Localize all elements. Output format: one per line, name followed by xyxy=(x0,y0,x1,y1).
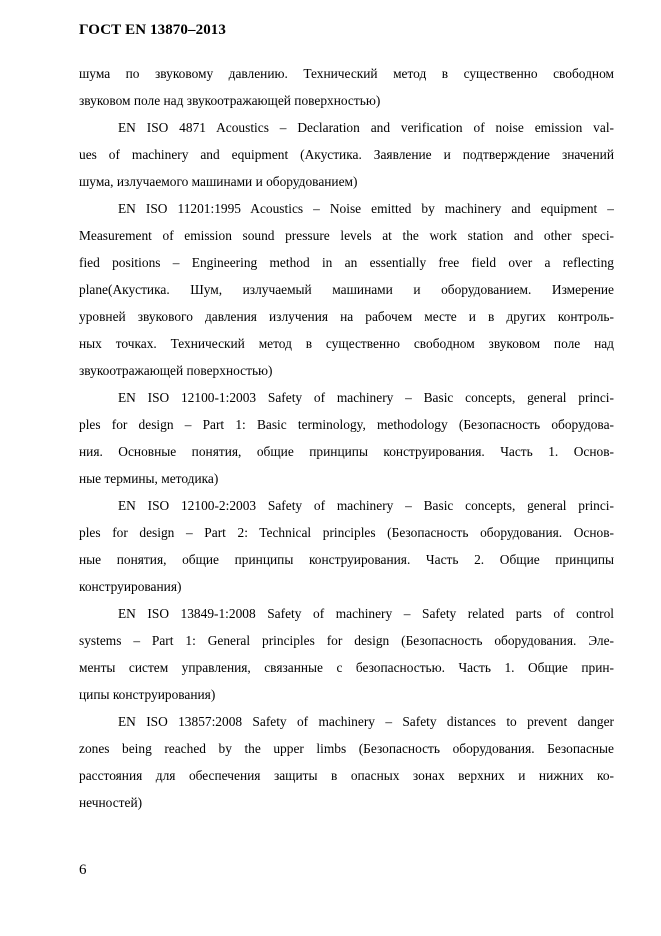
reference-en-iso-4871 xyxy=(79,114,614,195)
reference-en-iso-13849-1 xyxy=(79,600,614,708)
text-line: ples for design – Part 2: Technical principles (Безопасность оборудования. Основ- xyxy=(79,525,614,540)
text-line: менты систем управления, связанные с безопасностью. Часть 1. Общие прин- xyxy=(79,660,614,675)
text-line: ues of machinery and equipment (Акустика. Заявление и подтверждение значений xyxy=(79,147,614,162)
text-line: EN ISO 13849-1:2008 Safety of machinery – Safety related parts of control xyxy=(118,606,614,621)
text-line: ные термины, методика) xyxy=(79,471,219,486)
text-line: EN ISO 11201:1995 Acoustics – Noise emitted by machinery and equipment – xyxy=(118,201,614,216)
reference-en-iso-12100-1 xyxy=(79,384,614,492)
text-line: уровней звукового давления излучения на рабочем месте и в других контроль- xyxy=(79,309,614,324)
reference-en-iso-13857 xyxy=(79,708,614,816)
text-line: звукоотражающей поверхностью) xyxy=(79,363,273,378)
page-number: 6 xyxy=(79,862,87,878)
text-line: нечностей) xyxy=(79,795,143,810)
text-line: Measurement of emission sound pressure levels at the work station and other speci- xyxy=(79,228,614,243)
text-line: EN ISO 4871 Acoustics – Declaration and verification of noise emission val- xyxy=(118,120,614,135)
text-line: конструирования) xyxy=(79,579,182,594)
text-line: ные понятия, общие принципы конструирования. Часть 2. Общие принципы xyxy=(79,552,614,567)
text-line: EN ISO 12100-2:2003 Safety of machinery – Basic concepts, general princi- xyxy=(118,498,614,513)
text-line: systems – Part 1: General principles for design (Безопасность оборудования. Эле- xyxy=(79,633,614,648)
text-line: ных точках. Технический метод в существенно свободном звуковом поле над xyxy=(79,336,614,351)
text-line: шума по звуковому давлению. Технический метод в существенно свободном xyxy=(79,66,614,81)
text-line: ципы конструирования) xyxy=(79,687,216,702)
text-line: звуковом поле над звукоотражающей поверхностью) xyxy=(79,93,381,108)
text-line: ples for design – Part 1: Basic terminology, methodology (Безопасность оборудова- xyxy=(79,417,614,432)
reference-en-iso-11201 xyxy=(79,195,614,384)
reference-en-iso-12100-2 xyxy=(79,492,614,600)
paragraph-continuation xyxy=(79,60,614,114)
text-line: расстояния для обеспечения защиты в опасных зонах верхних и нижних ко- xyxy=(79,768,614,783)
text-line: zones being reached by the upper limbs (Безопасность оборудования. Безопасные xyxy=(79,741,614,756)
text-line: EN ISO 13857:2008 Safety of machinery – Safety distances to prevent danger xyxy=(118,714,614,729)
text-line: шума, излучаемого машинами и оборудованием) xyxy=(79,174,358,189)
text-line: ния. Основные понятия, общие принципы конструирования. Часть 1. Основ- xyxy=(79,444,614,459)
document-header: ГОСТ EN 13870–2013 xyxy=(79,22,226,38)
text-line: EN ISO 12100-1:2003 Safety of machinery – Basic concepts, general princi- xyxy=(118,390,614,405)
document-body xyxy=(79,60,614,816)
text-line: fied positions – Engineering method in an essentially free field over a reflecting xyxy=(79,255,614,270)
text-line: plane(Акустика. Шум, излучаемый машинами и оборудованием. Измерение xyxy=(79,282,614,297)
